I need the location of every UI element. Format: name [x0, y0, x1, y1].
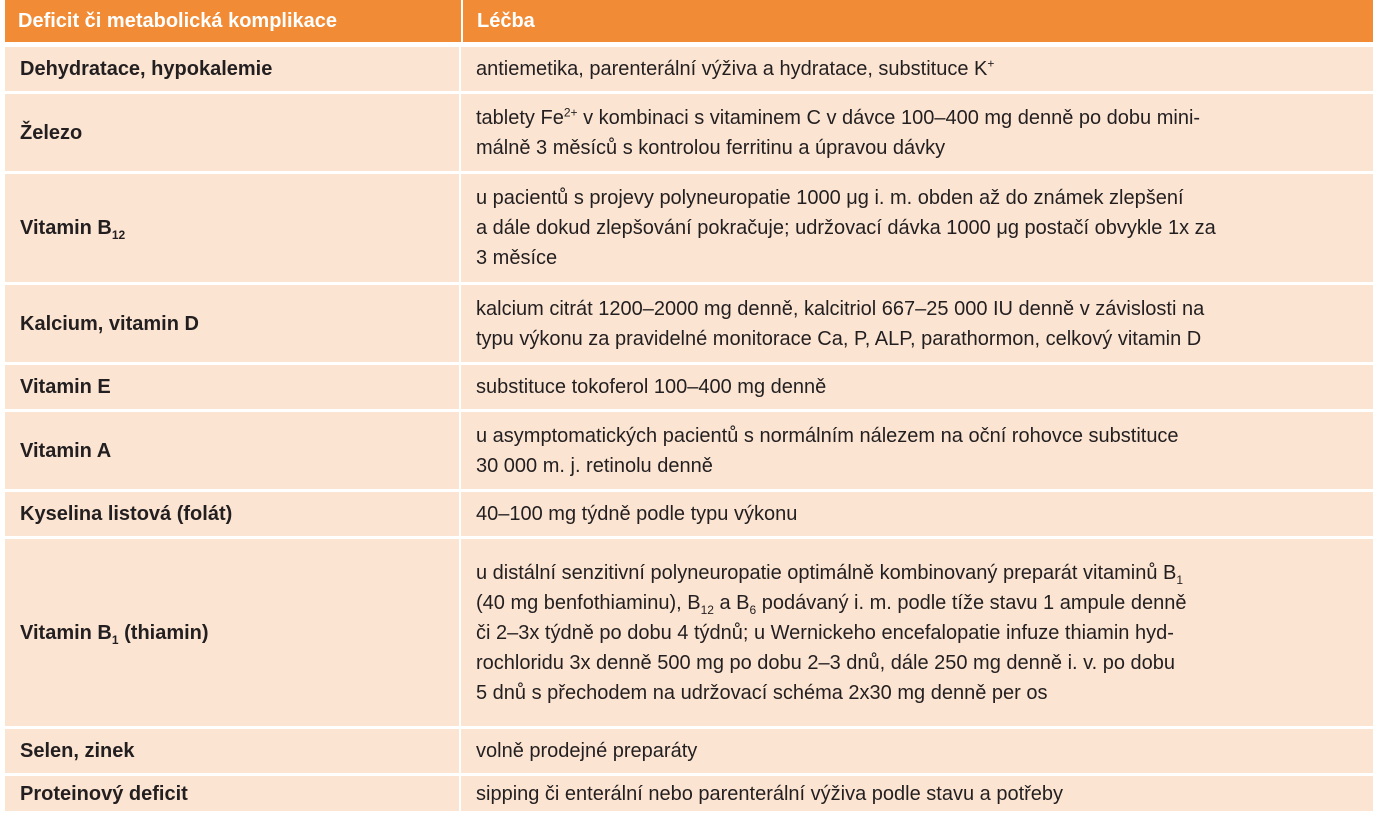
treatment-line: [476, 558, 1359, 588]
treatment-line: [476, 779, 1359, 809]
deficit-cell: [5, 365, 461, 412]
treatment-line: [476, 324, 1359, 354]
treatment-cell: [461, 47, 1373, 94]
deficit-name: Vitamin E: [20, 376, 111, 398]
treatment-line: [476, 294, 1359, 324]
treatment-text: a B: [713, 591, 750, 614]
header-deficit: Deficit či metabolická komplikace: [5, 0, 461, 47]
deficit-name: Kalcium, vitamin D: [20, 312, 199, 335]
deficit-name: Selen, zinek: [20, 740, 135, 762]
header-treatment: Léčba: [461, 0, 1373, 47]
deficit-name-subscript: 12: [111, 228, 126, 242]
deficit-cell: [5, 412, 461, 492]
treatment-line: [476, 736, 1359, 766]
treatment-text: (40 mg benfothiaminu), B: [476, 591, 701, 614]
treatment-text: a dále dokud zlepšování pokračuje; udržovací dávka 1000 μg postačí obvykle 1x za: [476, 217, 1216, 239]
treatment-line: [476, 648, 1359, 678]
deficit-treatment-table: [5, 0, 1373, 814]
treatment-text: u asymptomatických pacientů s normálním nálezem na oční rohovce substituce: [476, 424, 1179, 447]
table-row: [5, 729, 1373, 776]
deficit-name: Kyselina listová (folát): [20, 503, 233, 525]
treatment-text: či 2–3x týdně po dobu 4 týdnů; u Wernickeho encefalopatie infuze thiamin hyd-: [476, 621, 1174, 644]
treatment-cell: [461, 539, 1373, 729]
treatment-text: typu výkonu za pravidelné monitorace Ca, P, ALP, parathormon, celkový vitamin D: [476, 327, 1202, 350]
deficit-cell: [5, 729, 461, 776]
treatment-text: u distální senzitivní polyneuropatie optimálně kombinovaný preparát vitaminů B: [476, 561, 1177, 584]
treatment-text: 40–100 mg týdně podle typu výkonu: [476, 503, 798, 525]
treatment-line: [476, 678, 1359, 708]
treatment-line: [476, 213, 1359, 243]
treatment-line: [476, 183, 1359, 213]
table-row: [5, 539, 1373, 729]
header-row: [5, 0, 1373, 47]
subscript: 1: [1176, 572, 1184, 587]
treatment-text: u pacientů s projevy polyneuropatie 1000 μg i. m. obden až do známek zlepšení: [476, 187, 1184, 209]
deficit-cell: [5, 47, 461, 94]
table-row: [5, 285, 1373, 365]
treatment-line: [476, 421, 1359, 451]
subscript: 6: [749, 602, 757, 617]
table-row: [5, 94, 1373, 174]
treatment-text: málně 3 měsíců s kontrolou ferritinu a úpravou dávky: [476, 136, 946, 159]
table-row: [5, 776, 1373, 814]
treatment-text: tablety Fe: [476, 106, 564, 129]
treatment-cell: [461, 365, 1373, 412]
deficit-cell: [5, 94, 461, 174]
treatment-line: [476, 54, 1359, 84]
treatment-text: substituce tokoferol 100–400 mg denně: [476, 376, 827, 398]
deficit-cell: [5, 174, 461, 285]
treatment-text: sipping či enterální nebo parenterální výživa podle stavu a potřeby: [476, 782, 1064, 805]
treatment-line: [476, 451, 1359, 481]
deficit-name: Vitamin B: [20, 621, 112, 644]
table-row: [5, 365, 1373, 412]
table-body: [5, 47, 1373, 814]
treatment-text: 30 000 m. j. retinolu denně: [476, 454, 713, 477]
table-row: [5, 174, 1373, 285]
treatment-line: [476, 133, 1359, 163]
treatment-text: podávaný i. m. podle tíže stavu 1 ampule denně: [756, 591, 1187, 614]
treatment-text: 5 dnů s přechodem na udržovací schéma 2x30 mg denně per os: [476, 681, 1048, 704]
table-row: [5, 47, 1373, 94]
treatment-line: [476, 243, 1359, 273]
treatment-text: kalcium citrát 1200–2000 mg denně, kalcitriol 667–25 000 IU denně v závislosti na: [476, 297, 1205, 320]
treatment-text: antiemetika, parenterální výživa a hydratace, substituce K: [476, 58, 988, 80]
deficit-name-subscript: 1: [111, 632, 119, 647]
treatment-line: [476, 618, 1359, 648]
table-row: [5, 412, 1373, 492]
treatment-text: 3 měsíce: [476, 247, 558, 269]
superscript: 2+: [563, 104, 578, 119]
treatment-line: [476, 103, 1359, 133]
treatment-text: rochloridu 3x denně 500 mg po dobu 2–3 dnů, dále 250 mg denně i. v. po dobu: [476, 651, 1176, 674]
treatment-line: [476, 588, 1359, 618]
deficit-cell: [5, 776, 461, 814]
deficit-cell: [5, 492, 461, 539]
treatment-line: [476, 499, 1359, 529]
deficit-cell: [5, 285, 461, 365]
table-header: [5, 0, 1373, 47]
deficit-name: Vitamin A: [20, 439, 112, 462]
deficit-name: Vitamin B: [20, 217, 112, 239]
treatment-text: v kombinaci s vitaminem C v dávce 100–400 mg denně po dobu mini-: [577, 106, 1201, 129]
deficit-cell: [5, 539, 461, 729]
treatment-text: volně prodejné preparáty: [476, 740, 698, 762]
table-row: [5, 492, 1373, 539]
treatment-line: [476, 372, 1359, 402]
treatment-cell: [461, 285, 1373, 365]
treatment-cell: [461, 94, 1373, 174]
treatment-cell: [461, 412, 1373, 492]
deficit-name: Železo: [20, 121, 83, 144]
superscript: +: [987, 56, 995, 71]
deficit-name-suffix: (thiamin): [118, 621, 209, 644]
treatment-cell: [461, 174, 1373, 285]
deficit-name: Dehydratace, hypokalemie: [20, 58, 273, 80]
subscript: 12: [700, 602, 714, 617]
treatment-cell: [461, 729, 1373, 776]
treatment-cell: [461, 776, 1373, 814]
treatment-cell: [461, 492, 1373, 539]
deficit-name: Proteinový deficit: [20, 782, 188, 805]
